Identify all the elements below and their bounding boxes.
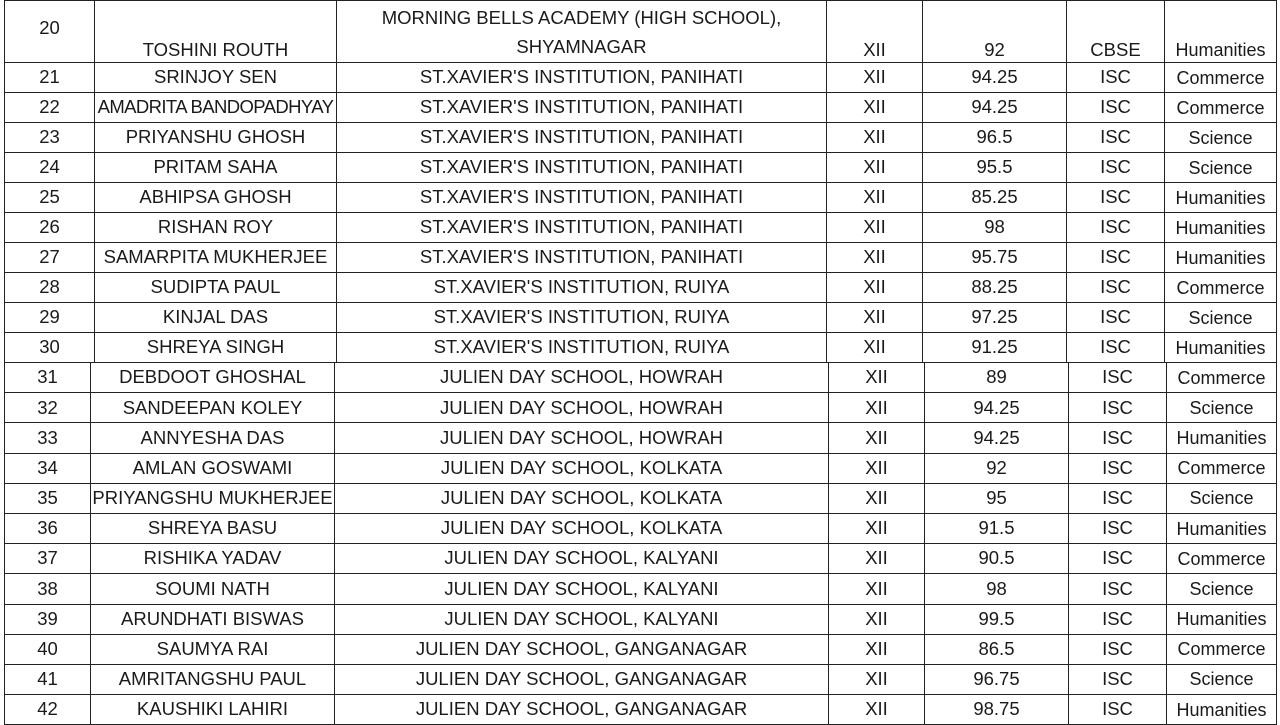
name-cell: AMADRITA BANDOPADHYAY <box>95 93 337 123</box>
stream-cell: Humanities <box>1165 243 1277 273</box>
serial-cell: 25 <box>5 183 95 213</box>
name-cell: PRIYANSHU GHOSH <box>95 123 337 153</box>
stream-cell: Science <box>1165 303 1277 333</box>
serial-cell: 31 <box>5 363 91 393</box>
stream-cell: Commerce <box>1167 363 1277 393</box>
marks-cell: 89 <box>925 363 1069 393</box>
school-line-2: SHYAMNAGAR <box>516 35 647 57</box>
name-cell: KAUSHIKI LAHIRI <box>91 695 335 725</box>
serial-cell: 37 <box>5 544 91 574</box>
class-cell: XII <box>827 333 923 363</box>
top-rows-body <box>5 63 1277 363</box>
table-row <box>5 393 1277 423</box>
name-cell: SUDIPTA PAUL <box>95 273 337 303</box>
name-cell: SANDEEPAN KOLEY <box>91 393 335 423</box>
stream-cell: Commerce <box>1165 273 1277 303</box>
stream-cell: Humanities <box>1165 1 1277 63</box>
board-cell: ISC <box>1067 183 1165 213</box>
board-cell: ISC <box>1069 604 1167 634</box>
board-cell: ISC <box>1067 333 1165 363</box>
table-row <box>5 153 1277 183</box>
school-cell: JULIEN DAY SCHOOL, KOLKATA <box>335 513 829 543</box>
table-row <box>5 574 1277 604</box>
class-cell: XII <box>829 393 925 423</box>
school-cell: ST.XAVIER'S INSTITUTION, PANIHATI <box>337 63 827 93</box>
board-cell: ISC <box>1069 423 1167 453</box>
class-cell: XII <box>827 123 923 153</box>
marks-cell: 95.5 <box>923 153 1067 183</box>
name-cell: SHREYA BASU <box>91 513 335 543</box>
school-cell: JULIEN DAY SCHOOL, GANGANAGAR <box>335 664 829 694</box>
class-cell: XII <box>827 93 923 123</box>
class-cell: XII <box>827 273 923 303</box>
marks-cell: 94.25 <box>923 63 1067 93</box>
serial-cell: 27 <box>5 243 95 273</box>
table-row <box>5 604 1277 634</box>
bottom-rows-body <box>5 363 1277 725</box>
board-cell: ISC <box>1069 695 1167 725</box>
class-cell: XII <box>827 63 923 93</box>
stream-cell: Humanities <box>1167 513 1277 543</box>
school-cell: ST.XAVIER'S INSTITUTION, PANIHATI <box>337 213 827 243</box>
class-cell: XII <box>827 1 923 63</box>
serial-cell: 20 <box>5 1 95 63</box>
school-cell: ST.XAVIER'S INSTITUTION, PANIHATI <box>337 93 827 123</box>
school-cell: ST.XAVIER'S INSTITUTION, PANIHATI <box>337 183 827 213</box>
stream-cell: Humanities <box>1167 423 1277 453</box>
name-cell: RISHIKA YADAV <box>91 544 335 574</box>
class-cell: XII <box>829 634 925 664</box>
school-cell: JULIEN DAY SCHOOL, KOLKATA <box>335 453 829 483</box>
table-row <box>5 664 1277 694</box>
stream-cell: Commerce <box>1167 544 1277 574</box>
table-row <box>5 123 1277 153</box>
school-cell: JULIEN DAY SCHOOL, HOWRAH <box>335 423 829 453</box>
marks-cell: 94.25 <box>923 93 1067 123</box>
table-row <box>5 273 1277 303</box>
stream-cell: Humanities <box>1167 695 1277 725</box>
class-cell: XII <box>827 213 923 243</box>
stream-cell: Humanities <box>1167 604 1277 634</box>
serial-cell: 33 <box>5 423 91 453</box>
class-cell: XII <box>829 604 925 634</box>
board-cell: ISC <box>1067 213 1165 243</box>
serial-cell: 34 <box>5 453 91 483</box>
serial-cell: 24 <box>5 153 95 183</box>
marks-cell: 91.5 <box>925 513 1069 543</box>
board-cell: ISC <box>1067 63 1165 93</box>
board-cell: ISC <box>1067 243 1165 273</box>
results-table-bottom <box>4 362 1277 725</box>
school-cell: ST.XAVIER'S INSTITUTION, RUIYA <box>337 303 827 333</box>
marks-cell: 88.25 <box>923 273 1067 303</box>
school-cell: ST.XAVIER'S INSTITUTION, RUIYA <box>337 333 827 363</box>
school-cell: JULIEN DAY SCHOOL, HOWRAH <box>335 393 829 423</box>
stream-cell: Commerce <box>1165 93 1277 123</box>
school-cell: JULIEN DAY SCHOOL, KALYANI <box>335 574 829 604</box>
school-cell: JULIEN DAY SCHOOL, GANGANAGAR <box>335 695 829 725</box>
school-cell: ST.XAVIER'S INSTITUTION, PANIHATI <box>337 243 827 273</box>
marks-cell: 91.25 <box>923 333 1067 363</box>
table-row <box>5 634 1277 664</box>
stream-cell: Science <box>1167 483 1277 513</box>
table-row <box>5 483 1277 513</box>
board-cell: ISC <box>1069 513 1167 543</box>
stream-cell: Science <box>1167 664 1277 694</box>
stream-cell: Humanities <box>1165 333 1277 363</box>
stream-cell: Humanities <box>1165 183 1277 213</box>
class-cell: XII <box>829 363 925 393</box>
board-cell: ISC <box>1069 453 1167 483</box>
marks-cell: 86.5 <box>925 634 1069 664</box>
board-cell: ISC <box>1069 544 1167 574</box>
board-cell: ISC <box>1069 634 1167 664</box>
stream-cell: Humanities <box>1165 213 1277 243</box>
marks-cell: 95 <box>925 483 1069 513</box>
table-row <box>5 1 1277 63</box>
name-cell: AMLAN GOSWAMI <box>91 453 335 483</box>
name-cell: SHREYA SINGH <box>95 333 337 363</box>
serial-cell: 21 <box>5 63 95 93</box>
marks-cell: 98 <box>925 574 1069 604</box>
marks-cell: 85.25 <box>923 183 1067 213</box>
serial-cell: 41 <box>5 664 91 694</box>
table-row <box>5 544 1277 574</box>
table-row <box>5 213 1277 243</box>
marks-cell: 98.75 <box>925 695 1069 725</box>
serial-cell: 38 <box>5 574 91 604</box>
serial-cell: 36 <box>5 513 91 543</box>
class-cell: XII <box>829 574 925 604</box>
serial-cell: 22 <box>5 93 95 123</box>
serial-cell: 23 <box>5 123 95 153</box>
marks-cell: 95.75 <box>923 243 1067 273</box>
board-cell: ISC <box>1067 303 1165 333</box>
stream-cell: Science <box>1167 393 1277 423</box>
board-cell: ISC <box>1069 664 1167 694</box>
marks-cell: 99.5 <box>925 604 1069 634</box>
school-cell: ST.XAVIER'S INSTITUTION, PANIHATI <box>337 123 827 153</box>
school-line-1: MORNING BELLS ACADEMY (HIGH SCHOOL), <box>381 6 782 28</box>
board-cell: ISC <box>1069 483 1167 513</box>
serial-cell: 39 <box>5 604 91 634</box>
marks-cell: 92 <box>925 453 1069 483</box>
school-cell: JULIEN DAY SCHOOL, KOLKATA <box>335 483 829 513</box>
class-cell: XII <box>827 303 923 333</box>
school-cell: ST.XAVIER'S INSTITUTION, RUIYA <box>337 273 827 303</box>
table-row <box>5 93 1277 123</box>
class-cell: XII <box>829 453 925 483</box>
class-cell: XII <box>827 243 923 273</box>
school-cell: JULIEN DAY SCHOOL, KALYANI <box>335 604 829 634</box>
board-cell: CBSE <box>1067 1 1165 63</box>
stream-cell: Science <box>1167 574 1277 604</box>
marks-cell: 94.25 <box>925 393 1069 423</box>
school-cell <box>337 1 827 63</box>
serial-cell: 29 <box>5 303 95 333</box>
school-cell: ST.XAVIER'S INSTITUTION, PANIHATI <box>337 153 827 183</box>
school-cell: JULIEN DAY SCHOOL, KALYANI <box>335 544 829 574</box>
results-table-top <box>4 0 1277 363</box>
name-cell: TOSHINI ROUTH <box>95 1 337 63</box>
table-row <box>5 363 1277 393</box>
name-cell: SRINJOY SEN <box>95 63 337 93</box>
class-cell: XII <box>829 423 925 453</box>
class-cell: XII <box>827 183 923 213</box>
name-cell: PRITAM SAHA <box>95 153 337 183</box>
table-row <box>5 183 1277 213</box>
name-cell: ARUNDHATI BISWAS <box>91 604 335 634</box>
board-cell: ISC <box>1069 363 1167 393</box>
board-cell: ISC <box>1067 123 1165 153</box>
table-row <box>5 63 1277 93</box>
name-cell: SAUMYA RAI <box>91 634 335 664</box>
table-row <box>5 513 1277 543</box>
stream-cell: Commerce <box>1167 453 1277 483</box>
marks-cell: 96.5 <box>923 123 1067 153</box>
serial-cell: 32 <box>5 393 91 423</box>
name-cell: PRIYANGSHU MUKHERJEE <box>91 483 335 513</box>
stream-cell: Science <box>1165 153 1277 183</box>
marks-cell: 96.75 <box>925 664 1069 694</box>
marks-cell: 90.5 <box>925 544 1069 574</box>
name-cell: KINJAL DAS <box>95 303 337 333</box>
name-cell: DEBDOOT GHOSHAL <box>91 363 335 393</box>
name-cell: RISHAN ROY <box>95 213 337 243</box>
board-cell: ISC <box>1069 574 1167 604</box>
serial-cell: 40 <box>5 634 91 664</box>
stream-cell: Commerce <box>1167 634 1277 664</box>
serial-cell: 26 <box>5 213 95 243</box>
marks-cell: 98 <box>923 213 1067 243</box>
class-cell: XII <box>829 513 925 543</box>
name-cell: ANNYESHA DAS <box>91 423 335 453</box>
class-cell: XII <box>827 153 923 183</box>
marks-cell: 92 <box>923 1 1067 63</box>
table-row <box>5 243 1277 273</box>
board-cell: ISC <box>1069 393 1167 423</box>
name-cell: SAMARPITA MUKHERJEE <box>95 243 337 273</box>
stream-cell: Science <box>1165 123 1277 153</box>
class-cell: XII <box>829 483 925 513</box>
serial-cell: 30 <box>5 333 95 363</box>
marks-cell: 94.25 <box>925 423 1069 453</box>
board-cell: ISC <box>1067 273 1165 303</box>
school-cell: JULIEN DAY SCHOOL, GANGANAGAR <box>335 634 829 664</box>
table-row <box>5 333 1277 363</box>
name-cell: SOUMI NATH <box>91 574 335 604</box>
name-cell: AMRITANGSHU PAUL <box>91 664 335 694</box>
table-row <box>5 303 1277 333</box>
board-cell: ISC <box>1067 93 1165 123</box>
name-cell: ABHIPSA GHOSH <box>95 183 337 213</box>
marks-cell: 97.25 <box>923 303 1067 333</box>
serial-cell: 35 <box>5 483 91 513</box>
table-row <box>5 453 1277 483</box>
serial-cell: 28 <box>5 273 95 303</box>
class-cell: XII <box>829 664 925 694</box>
class-cell: XII <box>829 544 925 574</box>
table-row <box>5 695 1277 725</box>
board-cell: ISC <box>1067 153 1165 183</box>
school-cell: JULIEN DAY SCHOOL, HOWRAH <box>335 363 829 393</box>
table-row <box>5 423 1277 453</box>
stream-cell: Commerce <box>1165 63 1277 93</box>
class-cell: XII <box>829 695 925 725</box>
serial-cell: 42 <box>5 695 91 725</box>
